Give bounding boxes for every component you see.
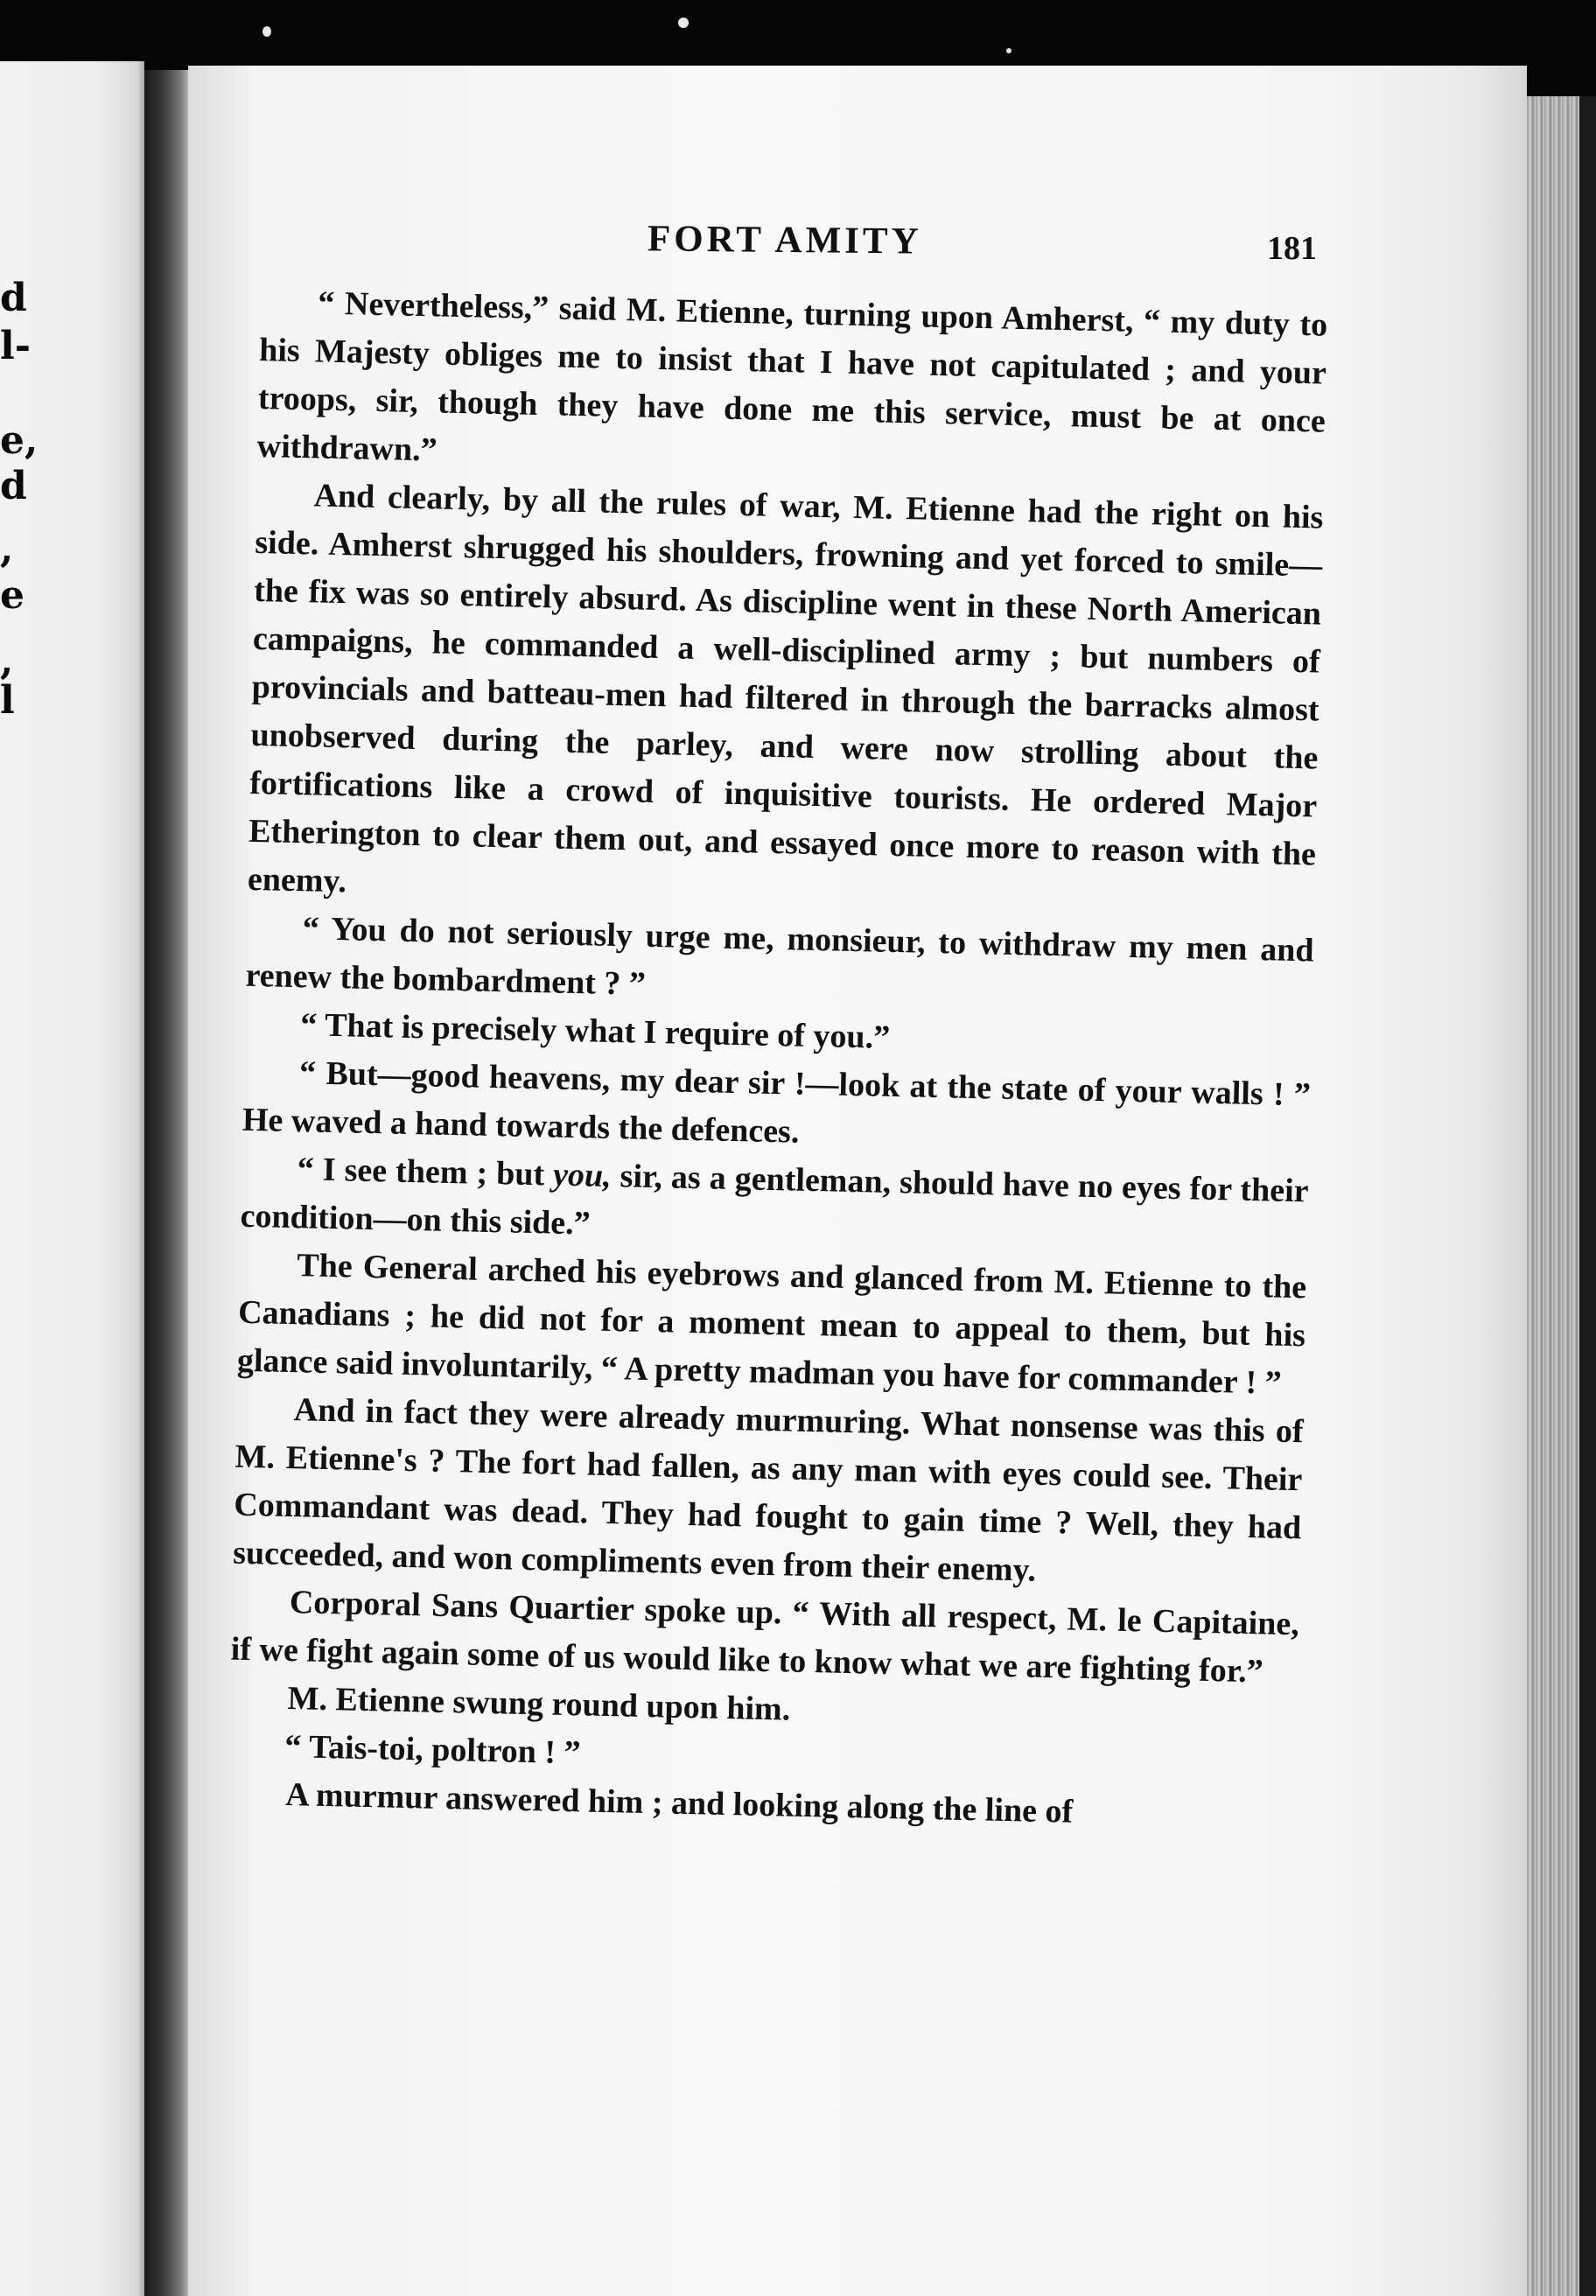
paragraph: A murmur answered him ; and looking along the line of bbox=[284, 1776, 1074, 1830]
running-header: FORT AMITY bbox=[647, 218, 922, 262]
paragraph-text-end: sir, as a gentleman, should have no eyes for their condition—on this side.” bbox=[240, 1157, 1309, 1242]
left-margin-char: e, bbox=[0, 418, 38, 463]
book-gutter-shadow bbox=[144, 70, 192, 2296]
paragraph: “ Nevertheless,” said M. Etienne, turning upon Amherst, “ my duty to his Majesty obliges me to insist that I have not capitulated ; and your troops, sir, though they have done me this service, must be at once withdrawn.” bbox=[256, 284, 1328, 469]
left-margin-char: l- bbox=[0, 324, 31, 368]
scan-speck bbox=[262, 26, 271, 37]
left-facing-page bbox=[0, 61, 144, 2296]
paragraph: M. Etienne swung round upon him. bbox=[287, 1680, 791, 1728]
paragraph: And in fact they were already murmuring. What nonsense was this of M. Etienne's ? The fort had fallen, as any man with eyes could see. Their Commandant was dead. They had fought to gain time ? Well, they had succeeded, and won compliments even from their enemy. bbox=[232, 1391, 1304, 1589]
paragraph: And clearly, by all the rules of war, M. Etienne had the right on his side. Amherst shrugged his shoulders, frowning and yet forced to smile—the fix was so entirely absurd. As discipline went in these North American campaigns, he commanded a well-disciplined army ; but numbers of provincials and batteau-men had filtered in through the barracks almost unobserved during the parley, and were now strolling about the fortifications like a crowd of inquisitive tourists. He ordered Major Etherington to clear them out, and essayed once more to reason with the enemy. bbox=[247, 477, 1324, 900]
paragraph: “ Tais-toi, poltron ! ” bbox=[284, 1728, 581, 1772]
paragraph: “ But—good heavens, my dear sir !—look at the state of your walls ! ” He waved a hand towards the defences. bbox=[242, 1054, 1312, 1151]
page-number: 181 bbox=[1267, 230, 1317, 267]
left-margin-char: e bbox=[0, 573, 24, 618]
paragraph-text-start: “ I see them ; but bbox=[297, 1151, 554, 1194]
italic-emphasis: you, bbox=[552, 1156, 612, 1194]
left-margin-char: d bbox=[0, 464, 27, 508]
page-edge-shadow bbox=[1579, 96, 1596, 2296]
paragraph: “ That is precisely what I require of you.” bbox=[299, 1006, 891, 1056]
left-margin-char: , bbox=[0, 639, 14, 683]
page-edges bbox=[1527, 96, 1579, 2296]
left-margin-char: , bbox=[0, 527, 14, 571]
left-margin-char: d bbox=[0, 276, 27, 320]
paragraph: Corporal Sans Quartier spoke up. “ With all respect, M. le Capitaine, if we fight again some of us would like to know what we are fighting for.” bbox=[230, 1584, 1300, 1690]
scan-speck bbox=[1006, 48, 1012, 53]
paragraph: The General arched his eyebrows and glanced from M. Etienne to the Canadians ; he did not for a moment mean to appeal to them, but his glance said involuntarily, “ A pretty madman you have for commander ! ” bbox=[236, 1247, 1307, 1402]
left-margin-char: l bbox=[0, 678, 15, 723]
scan-speck bbox=[678, 18, 689, 28]
paragraph: “ You do not seriously urge me, monsieur, to withdraw my men and renew the bombardment ? ” bbox=[245, 910, 1314, 1003]
page-body-text bbox=[228, 278, 1328, 1841]
